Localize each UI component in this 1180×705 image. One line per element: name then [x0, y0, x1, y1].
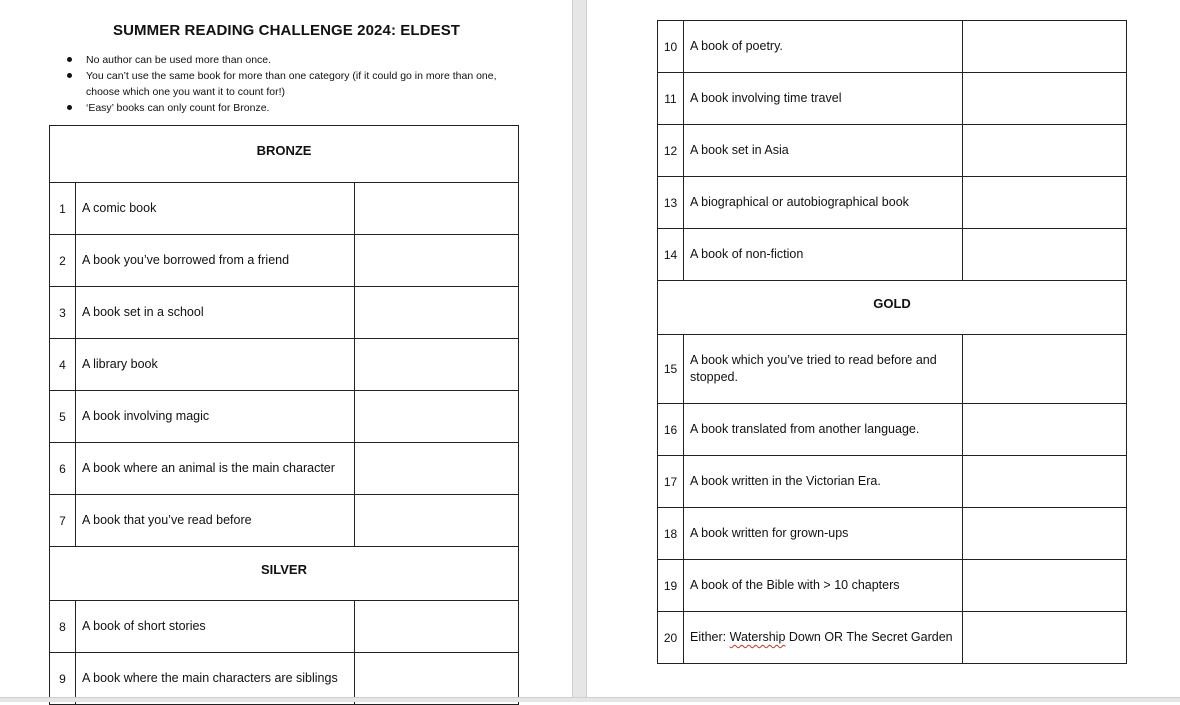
- answer-cell[interactable]: [355, 443, 519, 495]
- answer-cell[interactable]: [963, 508, 1127, 560]
- table-row: [658, 508, 1127, 560]
- item-number: 1: [50, 183, 76, 235]
- bullet-icon: [67, 73, 72, 78]
- table-row: [658, 404, 1127, 456]
- item-number: 16: [658, 404, 684, 456]
- item-category: A book of poetry.: [684, 21, 963, 73]
- gold-heading: GOLD: [658, 281, 1127, 335]
- item-category: A book involving magic: [76, 391, 355, 443]
- table-row: [50, 495, 519, 547]
- section-header-gold: [658, 281, 1127, 335]
- silver-heading: SILVER: [50, 547, 519, 601]
- item-number: 14: [658, 229, 684, 281]
- table-row: [658, 21, 1127, 73]
- item-number: 18: [658, 508, 684, 560]
- table-row: [658, 456, 1127, 508]
- item-category: Either: Watership Down OR The Secret Garden: [684, 612, 963, 664]
- rule-item: No author can be used more than once.: [66, 52, 516, 68]
- section-header-bronze: [50, 126, 519, 183]
- table-row: [658, 335, 1127, 404]
- answer-cell[interactable]: [963, 177, 1127, 229]
- answer-cell[interactable]: [355, 235, 519, 287]
- page-title: SUMMER READING CHALLENGE 2024: ELDEST: [113, 22, 461, 39]
- answer-cell[interactable]: [963, 125, 1127, 177]
- table-row: [50, 183, 519, 235]
- item-number: 17: [658, 456, 684, 508]
- item-number: 15: [658, 335, 684, 404]
- item-category: A comic book: [76, 183, 355, 235]
- table-row: [658, 177, 1127, 229]
- item-number: 8: [50, 601, 76, 653]
- answer-cell[interactable]: [355, 495, 519, 547]
- bullet-icon: [67, 57, 72, 62]
- item-number: 2: [50, 235, 76, 287]
- answer-cell[interactable]: [963, 612, 1127, 664]
- answer-cell[interactable]: [355, 287, 519, 339]
- rules-list: [66, 52, 516, 116]
- page-gap: [572, 0, 587, 702]
- page-bottom-edge: [0, 697, 1180, 702]
- item-number: 20: [658, 612, 684, 664]
- document-page-2: [587, 0, 1180, 702]
- table-row: [658, 73, 1127, 125]
- answer-cell[interactable]: [355, 601, 519, 653]
- item-number: 10: [658, 21, 684, 73]
- table-row: [50, 601, 519, 653]
- table-row: [658, 229, 1127, 281]
- answer-cell[interactable]: [963, 21, 1127, 73]
- answer-cell[interactable]: [355, 183, 519, 235]
- table-row: [658, 560, 1127, 612]
- item-number: 11: [658, 73, 684, 125]
- item-number: 12: [658, 125, 684, 177]
- challenge-table-right: [657, 20, 1127, 664]
- bronze-heading: BRONZE: [50, 126, 519, 183]
- answer-cell[interactable]: [963, 560, 1127, 612]
- answer-cell[interactable]: [963, 404, 1127, 456]
- answer-cell[interactable]: [355, 339, 519, 391]
- item-category: A library book: [76, 339, 355, 391]
- challenge-table-left: [49, 125, 519, 705]
- table-row: [658, 125, 1127, 177]
- item-number: 5: [50, 391, 76, 443]
- item-category: A book where an animal is the main character: [76, 443, 355, 495]
- table-row: [50, 235, 519, 287]
- item-category: A book translated from another language.: [684, 404, 963, 456]
- item-category: A book which you’ve tried to read before and stopped.: [684, 335, 963, 404]
- table-row: [50, 443, 519, 495]
- bullet-icon: [67, 105, 72, 110]
- section-header-silver: [50, 547, 519, 601]
- item-category: A book that you’ve read before: [76, 495, 355, 547]
- item-category: A book set in a school: [76, 287, 355, 339]
- rule-item: You can’t use the same book for more than one category (if it could go in more than one, choose which one you want it to count for!): [66, 68, 516, 100]
- item-category: A book written for grown-ups: [684, 508, 963, 560]
- item-number: 13: [658, 177, 684, 229]
- item-category: A book of the Bible with > 10 chapters: [684, 560, 963, 612]
- table-row: [50, 339, 519, 391]
- item-category: A biographical or autobiographical book: [684, 177, 963, 229]
- answer-cell[interactable]: [963, 335, 1127, 404]
- item-category: A book of non-fiction: [684, 229, 963, 281]
- item-category: A book involving time travel: [684, 73, 963, 125]
- item-category: A book of short stories: [76, 601, 355, 653]
- table-row: [658, 612, 1127, 664]
- table-row: [50, 287, 519, 339]
- item-category: A book written in the Victorian Era.: [684, 456, 963, 508]
- item-category: A book set in Asia: [684, 125, 963, 177]
- item-number: 7: [50, 495, 76, 547]
- answer-cell[interactable]: [963, 229, 1127, 281]
- item-number: 9: [50, 653, 76, 705]
- rule-item: ‘Easy’ books can only count for Bronze.: [66, 100, 516, 116]
- answer-cell[interactable]: [963, 456, 1127, 508]
- item-number: 4: [50, 339, 76, 391]
- item-number: 6: [50, 443, 76, 495]
- spellcheck-underlined-word: Watership: [729, 630, 786, 644]
- answer-cell[interactable]: [355, 391, 519, 443]
- answer-cell[interactable]: [963, 73, 1127, 125]
- item-number: 3: [50, 287, 76, 339]
- item-category: A book you’ve borrowed from a friend: [76, 235, 355, 287]
- document-page-1: [0, 0, 572, 702]
- item-number: 19: [658, 560, 684, 612]
- item-category: A book where the main characters are siblings: [76, 653, 355, 705]
- table-row: [50, 391, 519, 443]
